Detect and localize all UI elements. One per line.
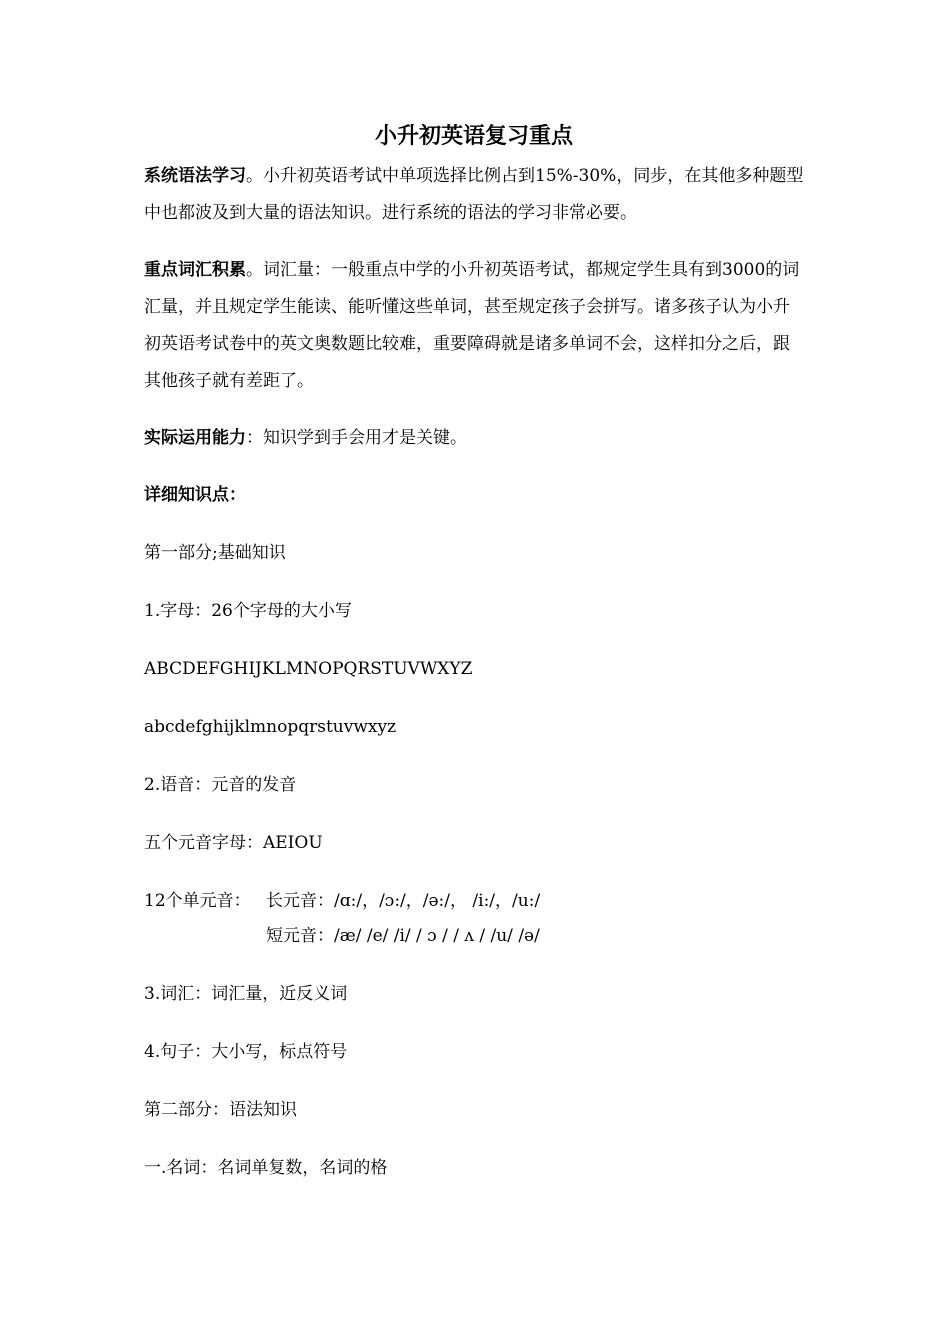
vowels-label-spacer	[144, 918, 266, 955]
practice-heading: 实际运用能力	[144, 428, 246, 448]
short-vowels-row	[144, 918, 804, 955]
grammar-text: 。小升初英语考试中单项选择比例占到15%-30%，同步，在其他多种题型中也都波及到大量的语法知识。进行系统的语法的学习非常必要。	[144, 166, 804, 223]
long-vowels-row	[144, 883, 804, 920]
document-title: 小升初英语复习重点	[374, 123, 573, 149]
grammar-heading: 系统语法学习	[144, 166, 246, 186]
uppercase-line: ABCDEFGHIJKLMNOPQRSTUVWXYZ	[144, 659, 473, 679]
practice-paragraph	[144, 420, 804, 457]
practice-text: ：知识学到手会用才是关键。	[246, 428, 467, 448]
lowercase-line: abcdefghijklmnopqrstuvwxyz	[144, 717, 397, 737]
details-paragraph	[144, 477, 804, 514]
short-vowels: 短元音：/æ/ /e/ /i/ / ɔ / / ʌ / /u/ /ə/	[266, 926, 540, 946]
vocab-heading: 重点词汇积累	[144, 260, 246, 280]
details-heading: 详细知识点：	[144, 485, 246, 505]
part2-heading: 第二部分：语法知识	[144, 1100, 297, 1120]
grammar-paragraph	[144, 158, 804, 232]
part1-heading: 第一部分;基础知识	[144, 543, 286, 563]
vocabulary-line: 3.词汇：词汇量，近反义词	[144, 984, 348, 1004]
nouns-line: 一.名词：名词单复数，名词的格	[144, 1158, 388, 1178]
five-vowels-line: 五个元音字母：AEIOU	[144, 833, 323, 853]
document-page	[144, 120, 804, 1208]
sentences-line: 4.句子：大小写，标点符号	[144, 1042, 348, 1062]
letters-line: 1.字母：26个字母的大小写	[144, 601, 352, 621]
vocab-text: 。词汇量：一般重点中学的小升初英语考试，都规定学生具有到3000的词汇量，并且规定学生能读、能听懂这些单词，甚至规定孩子会拼写。诸多孩子认为小升初英语考试卷中的英文奥数题比较难，重要障碍就是诸多单词不会，这样扣分之后，跟其他孩子就有差距了。	[144, 260, 800, 391]
vowels-label: 12个单元音：	[144, 891, 251, 911]
vocab-paragraph	[144, 252, 804, 400]
long-vowels: 长元音：/ɑ:/，/ɔ:/，/ə:/， /i:/，/u:/	[266, 891, 541, 911]
phonetics-line: 2.语音：元音的发音	[144, 775, 297, 795]
